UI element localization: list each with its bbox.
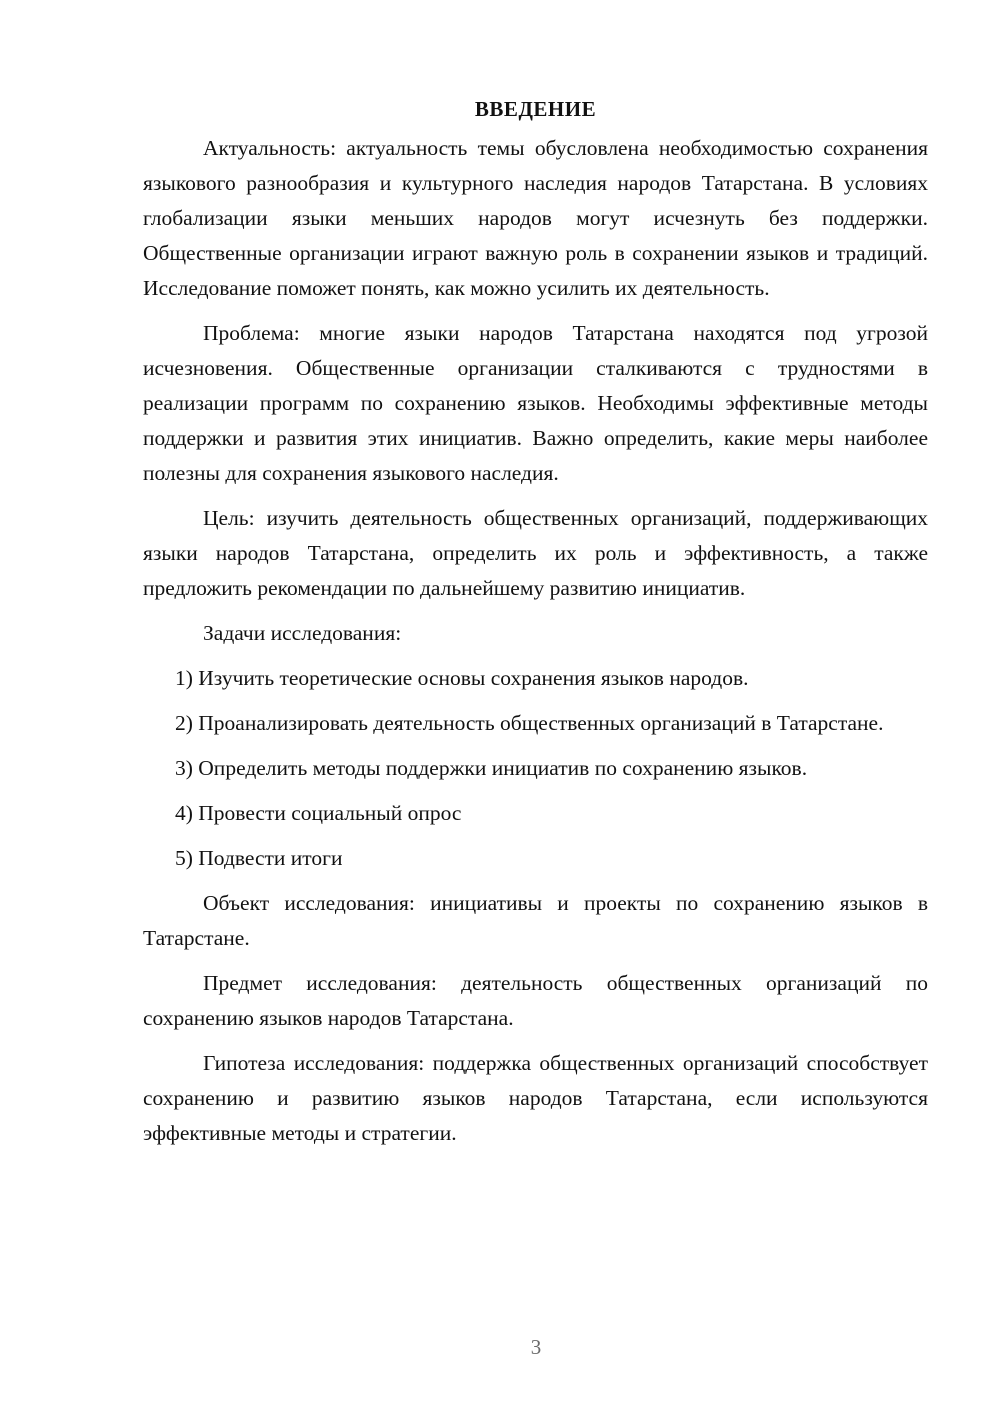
section-heading: ВВЕДЕНИЕ	[474, 97, 597, 121]
paragraph-subject: Предмет исследования: деятельность общественных организаций по сохранению языков народов Татарстана.	[143, 971, 928, 1030]
paragraph-relevance: Актуальность: актуальность темы обусловлена необходимостью сохранения языкового разнообразия и культурного наследия народов Татарстана. В условиях глобализации языки меньших народов могут исчезнуть без поддержки. Общественные организации играют важную роль в сохранении языков и традиций. Исследование поможет понять, как можно усилить их деятельность.	[143, 136, 928, 300]
document-body	[143, 92, 928, 1151]
task-item-1: 1) Изучить теоретические основы сохранения языков народов.	[175, 666, 749, 690]
paragraph-hypothesis: Гипотеза исследования: поддержка общественных организаций способствует сохранению и развитию языков народов Татарстана, если используются эффективные методы и стратегии.	[143, 1051, 928, 1145]
page-number: 3	[530, 1335, 542, 1359]
task-item-4: 4) Провести социальный опрос	[175, 801, 462, 825]
task-item-5: 5) Подвести итоги	[175, 846, 343, 870]
paragraph-tasks-intro: Задачи исследования:	[203, 621, 402, 645]
paragraph-object: Объект исследования: инициативы и проекты по сохранению языков в Татарстане.	[143, 891, 928, 950]
task-item-3: 3) Определить методы поддержки инициатив по сохранению языков.	[175, 756, 808, 780]
task-item-2: 2) Проанализировать деятельность общественных организаций в Татарстане.	[175, 711, 884, 735]
paragraph-goal: Цель: изучить деятельность общественных организаций, поддерживающих языки народов Татарстана, определить их роль и эффективность, а также предложить рекомендации по дальнейшему развитию инициатив.	[143, 506, 928, 600]
paragraph-problem: Проблема: многие языки народов Татарстана находятся под угрозой исчезновения. Общественные организации сталкиваются с трудностями в реализации программ по сохранению языков. Необходимы эффективные методы поддержки и развития этих инициатив. Важно определить, какие меры наиболее полезны для сохранения языкового наследия.	[143, 321, 928, 485]
